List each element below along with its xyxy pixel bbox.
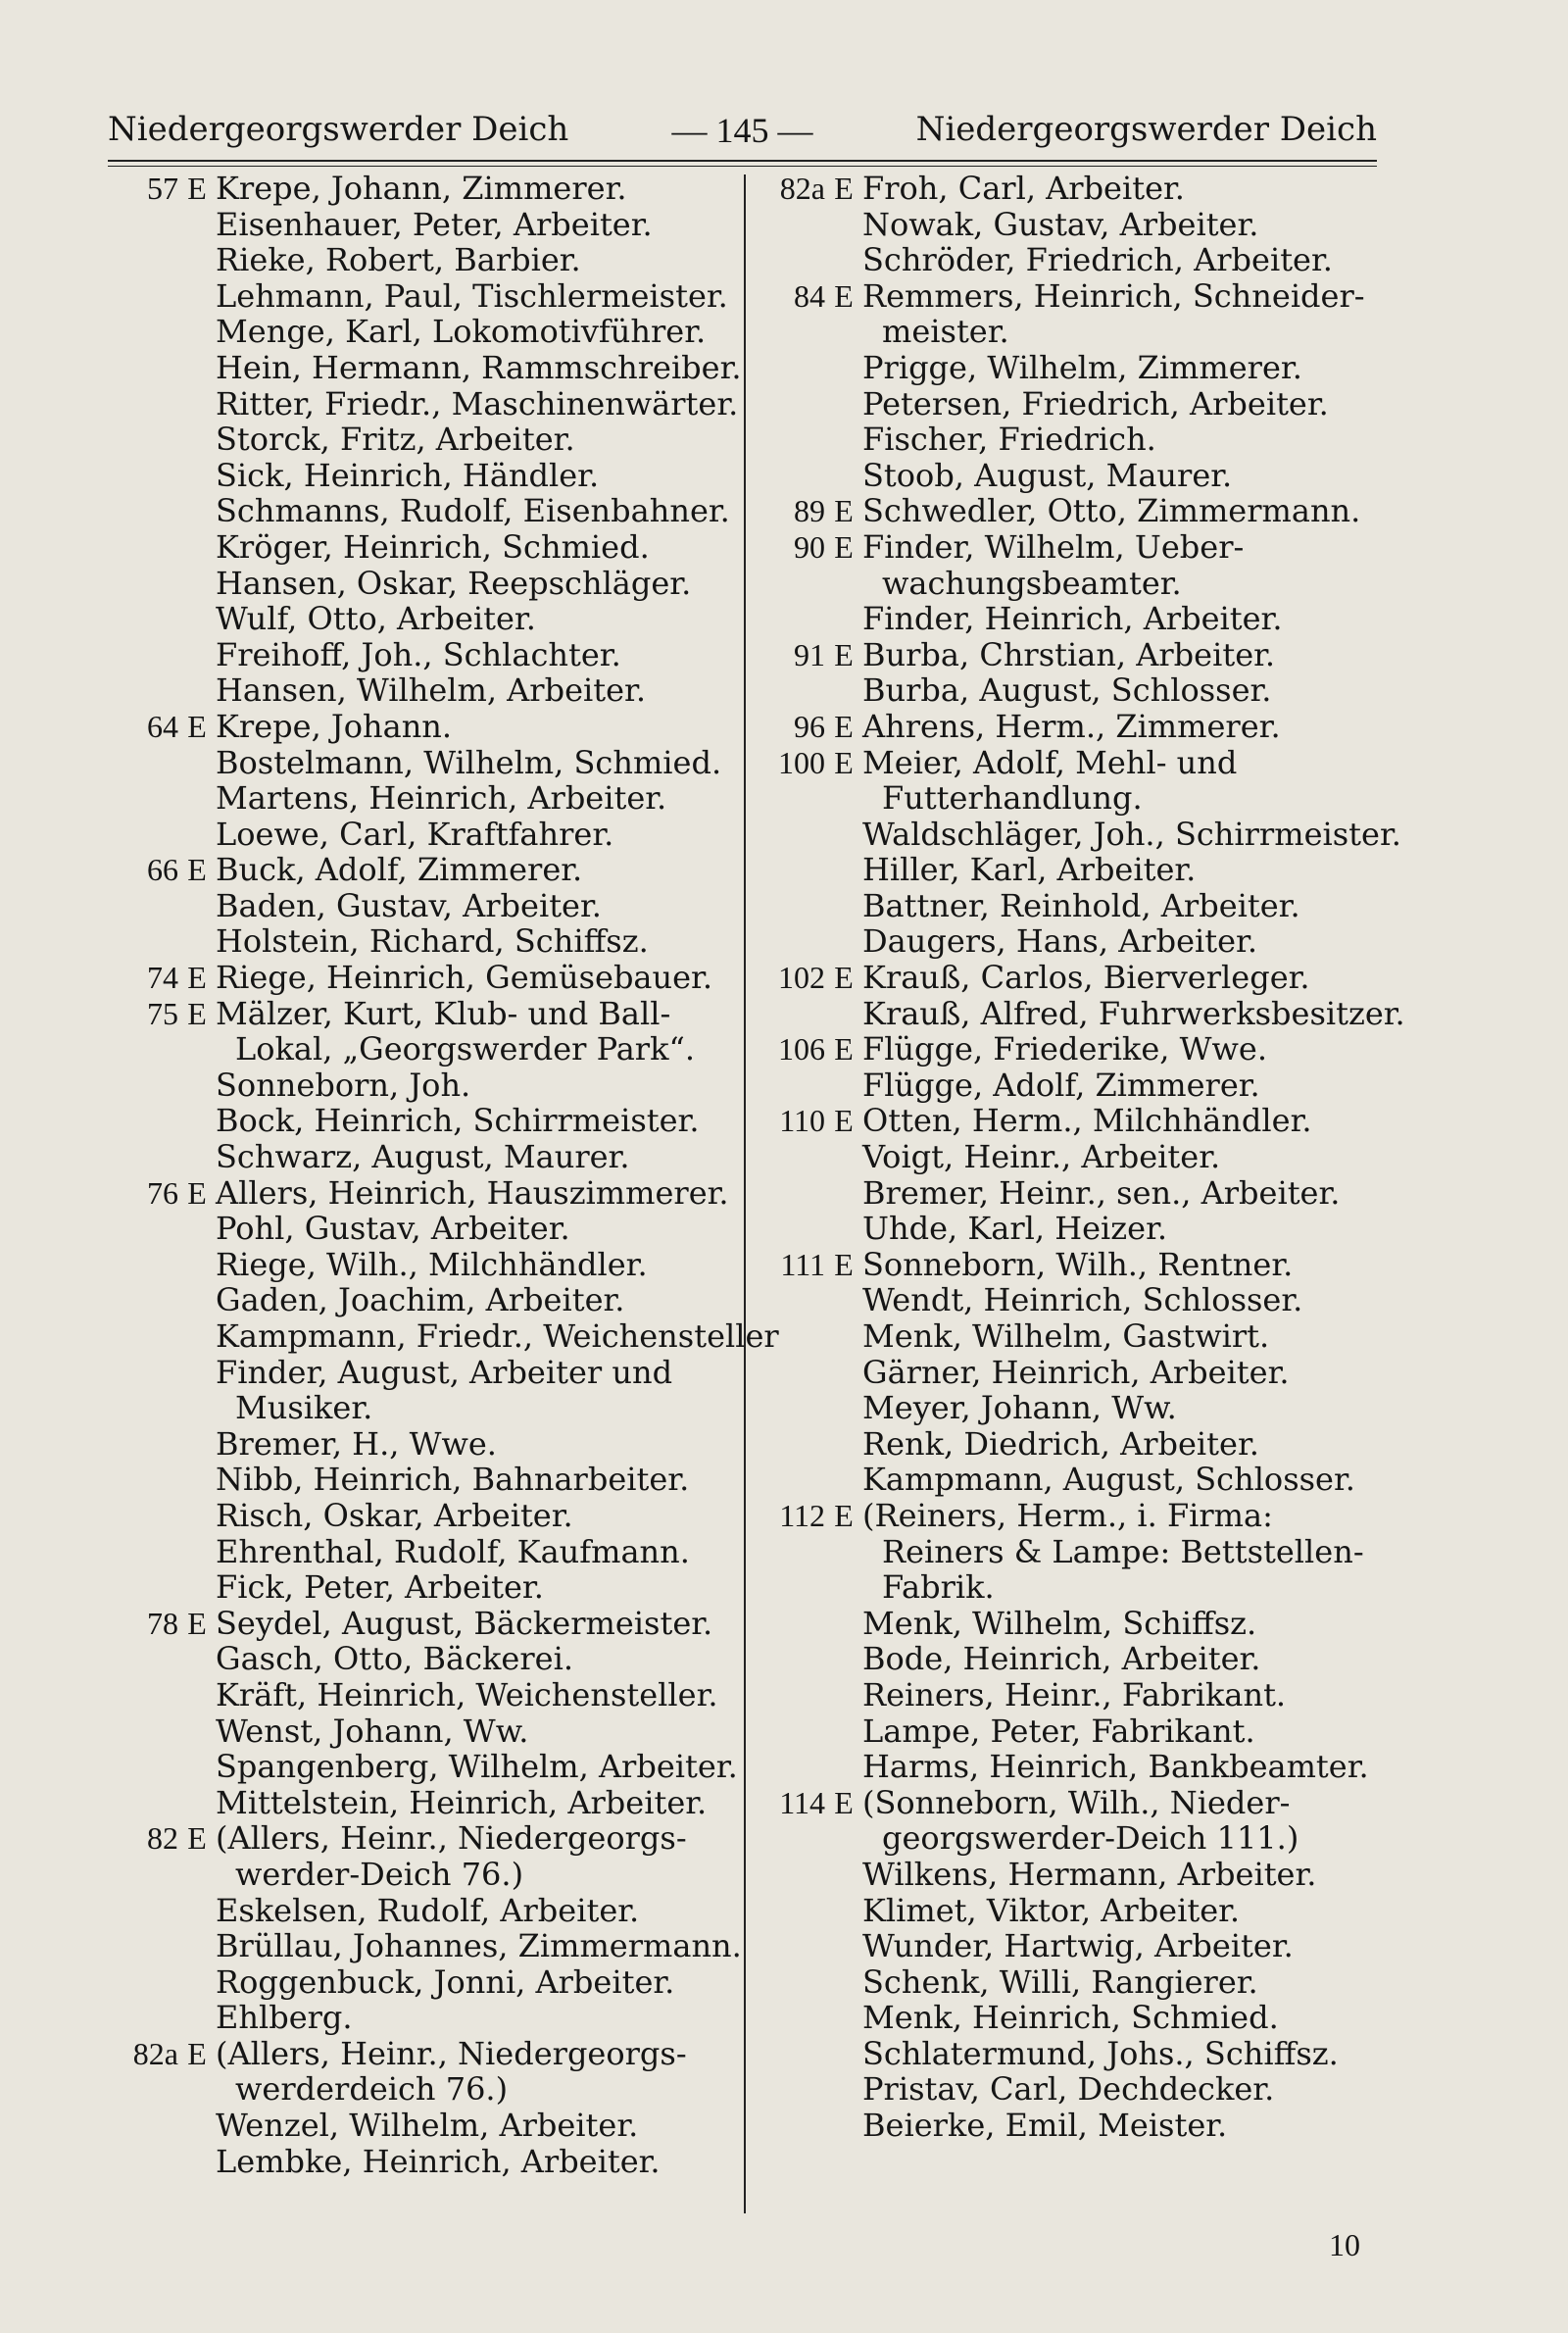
directory-entry xyxy=(118,1606,715,1642)
resident-entry-text: Flügge, Friederike, Wwe. xyxy=(862,1030,1267,1068)
resident-entry-text: Riege, Heinrich, Gemüsebauer. xyxy=(216,959,712,997)
resident-entry-text: Reiners & Lampe: Bettstellen- xyxy=(882,1532,1364,1570)
resident-entry-text: werderdeich 76.) xyxy=(235,2070,509,2109)
owner-mark: E xyxy=(834,528,854,565)
resident-entry-text: Ehlberg. xyxy=(216,1999,353,2037)
directory-entry xyxy=(764,601,1392,637)
resident-entry-text: Schwedler, Otto, Zimmermann. xyxy=(862,492,1361,530)
resident-entry-text: Schröder, Friedrich, Arbeiter. xyxy=(862,241,1333,279)
directory-entry xyxy=(118,1426,715,1463)
directory-entry xyxy=(118,1857,715,1893)
directory-entry xyxy=(118,852,715,888)
resident-entry-text: Remmers, Heinrich, Schneider- xyxy=(862,276,1365,315)
resident-entry-text: Ahrens, Herm., Zimmerer. xyxy=(862,707,1281,745)
directory-entry xyxy=(118,2108,715,2144)
directory-entry xyxy=(764,1820,1392,1857)
resident-entry-text: Eisenhauer, Peter, Arbeiter. xyxy=(216,205,653,243)
directory-entry xyxy=(118,1498,715,1534)
owner-mark: E xyxy=(187,2035,207,2071)
directory-entry xyxy=(764,493,1392,529)
resident-entry-text: Storck, Fritz, Arbeiter. xyxy=(216,421,575,459)
directory-entry xyxy=(764,1677,1392,1713)
house-number: 82a xyxy=(132,2035,178,2071)
resident-entry-text: Risch, Oskar, Arbeiter. xyxy=(216,1496,573,1534)
resident-entry-text: Freihoff, Joh., Schlachter. xyxy=(216,635,621,673)
resident-entry-text: Bremer, H., Wwe. xyxy=(216,1424,497,1463)
resident-entry-text: Sonneborn, Joh. xyxy=(216,1066,471,1104)
owner-mark: E xyxy=(187,852,207,888)
directory-entry xyxy=(764,1893,1392,1929)
directory-entry xyxy=(118,2071,715,2108)
owner-mark: E xyxy=(834,708,854,744)
resident-entry-text: Gaden, Joachim, Arbeiter. xyxy=(216,1281,625,1319)
resident-entry-text: Menk, Heinrich, Schmied. xyxy=(862,1999,1279,2037)
directory-entry xyxy=(118,601,715,637)
resident-entry-text: Bostelmann, Wilhelm, Schmied. xyxy=(216,743,722,781)
directory-entry xyxy=(118,2000,715,2036)
owner-mark: E xyxy=(187,995,207,1031)
house-number: 114 xyxy=(779,1784,825,1820)
resident-entry-text: Daugers, Hans, Arbeiter. xyxy=(862,922,1257,961)
owner-mark: E xyxy=(834,1497,854,1533)
resident-entry-text: Nibb, Heinrich, Bahnarbeiter. xyxy=(216,1461,690,1499)
directory-entry xyxy=(764,1247,1392,1283)
directory-entry xyxy=(118,314,715,350)
house-number: 78 xyxy=(147,1605,178,1641)
resident-entry-text: Finder, August, Arbeiter und xyxy=(216,1353,673,1391)
resident-entry-text: (Allers, Heinr., Niedergeorgs- xyxy=(216,1819,687,1858)
left-column xyxy=(118,170,779,2180)
directory-entry xyxy=(764,1785,1392,1821)
footer-page-number: 10 xyxy=(1329,2227,1360,2262)
directory-entry xyxy=(764,314,1392,350)
directory-entry xyxy=(764,566,1392,602)
resident-entry-text: Battner, Reinhold, Arbeiter. xyxy=(862,886,1300,924)
directory-entry xyxy=(118,1173,729,1212)
resident-entry-text: Uhde, Karl, Heizer. xyxy=(862,1210,1168,1248)
house-number: 90 xyxy=(794,528,825,565)
resident-entry-text: Brüllau, Johannes, Zimmermann. xyxy=(216,1927,742,1965)
directory-entry xyxy=(764,2036,1392,2072)
directory-entry xyxy=(118,1031,715,1067)
resident-entry-text: Renk, Diedrich, Arbeiter. xyxy=(862,1424,1259,1463)
house-number: 66 xyxy=(147,852,178,888)
owner-mark: E xyxy=(187,1174,207,1211)
directory-entry xyxy=(764,1569,1392,1606)
resident-entry-text: Lampe, Peter, Fabrikant. xyxy=(862,1712,1255,1750)
directory-entry xyxy=(764,1139,1392,1175)
directory-entry xyxy=(764,923,1392,960)
directory-entry xyxy=(764,745,1392,781)
header-right-street: Niedergeorgswerder Deich xyxy=(915,110,1377,149)
directory-entry xyxy=(118,1893,715,1929)
resident-entry-text: Burba, Chrstian, Arbeiter. xyxy=(862,635,1276,673)
resident-entry-text: Rieke, Robert, Barbier. xyxy=(216,241,581,279)
resident-entry-text: Roggenbuck, Jonni, Arbeiter. xyxy=(216,1962,675,2001)
resident-entry-text: Flügge, Adolf, Zimmerer. xyxy=(862,1066,1260,1104)
resident-entry-text: Otten, Herm., Milchhändler. xyxy=(862,1102,1312,1140)
resident-entry-text: (Reiners, Herm., i. Firma: xyxy=(862,1496,1273,1534)
directory-entry xyxy=(764,1355,1392,1391)
header-page-number: — 145 — xyxy=(671,111,813,150)
house-number: 82a xyxy=(779,171,825,206)
directory-entry xyxy=(118,1534,715,1570)
directory-entry xyxy=(764,1964,1392,2001)
directory-entry xyxy=(764,1928,1392,1964)
directory-entry xyxy=(764,1641,1392,1677)
house-number: 57 xyxy=(147,171,178,206)
owner-mark: E xyxy=(187,1820,207,1857)
resident-entry-text: Menge, Karl, Lokomotivführer. xyxy=(216,313,707,351)
directory-entry xyxy=(118,709,715,745)
resident-entry-text: Lokal, „Georgswerder Park“. xyxy=(235,1030,696,1068)
directory-entry xyxy=(118,672,715,709)
resident-entry-text: Gärner, Heinrich, Arbeiter. xyxy=(862,1353,1290,1391)
resident-entry-text: Hansen, Wilhelm, Arbeiter. xyxy=(216,671,646,710)
resident-entry-text: Stoob, August, Maurer. xyxy=(862,456,1233,494)
directory-entry xyxy=(764,1426,1392,1463)
resident-entry-text: Hiller, Karl, Arbeiter. xyxy=(862,851,1197,889)
directory-entry xyxy=(764,1390,1392,1426)
resident-entry-text: Froh, Carl, Arbeiter. xyxy=(862,170,1185,207)
directory-entry xyxy=(118,492,730,530)
resident-entry-text: Meyer, Johann, Ww. xyxy=(862,1389,1177,1427)
directory-entry xyxy=(764,1318,1392,1355)
directory-entry xyxy=(118,1641,715,1677)
resident-entry-text: Menk, Wilhelm, Gastwirt. xyxy=(862,1317,1270,1355)
directory-entry xyxy=(118,923,715,960)
directory-entry xyxy=(764,1067,1392,1104)
resident-entry-text: Schenk, Willi, Rangierer. xyxy=(862,1962,1258,2001)
house-number: 111 xyxy=(780,1246,825,1282)
owner-mark: E xyxy=(834,277,854,314)
directory-entry xyxy=(118,1103,715,1139)
owner-mark: E xyxy=(834,960,854,996)
resident-entry-text: Prigge, Wilhelm, Zimmerer. xyxy=(862,348,1302,386)
directory-entry xyxy=(118,888,715,924)
resident-entry-text: Allers, Heinrich, Hauszimmerer. xyxy=(216,1173,729,1212)
directory-entry xyxy=(764,1175,1392,1212)
resident-entry-text: Martens, Heinrich, Arbeiter. xyxy=(216,779,667,818)
house-number: 82 xyxy=(147,1820,178,1857)
directory-entry xyxy=(764,994,1405,1032)
resident-entry-text: Krepe, Johann, Zimmerer. xyxy=(216,170,627,207)
owner-mark: E xyxy=(834,1246,854,1282)
directory-entry xyxy=(118,384,739,422)
directory-entry xyxy=(118,1282,715,1318)
directory-entry xyxy=(118,1067,715,1104)
owner-mark: E xyxy=(834,1031,854,1067)
resident-entry-text: Baden, Gustav, Arbeiter. xyxy=(216,886,602,924)
resident-entry-text: Schwarz, August, Maurer. xyxy=(216,1138,630,1176)
directory-entry xyxy=(118,566,715,602)
directory-entry xyxy=(764,242,1392,278)
resident-entry-text: Pohl, Gustav, Arbeiter. xyxy=(216,1210,570,1248)
resident-entry-text: Bremer, Heinr., sen., Arbeiter. xyxy=(862,1173,1341,1212)
resident-entry-text: Wenst, Johann, Ww. xyxy=(216,1712,529,1750)
directory-entry xyxy=(118,1748,738,1786)
resident-entry-text: wachungsbeamter. xyxy=(882,564,1182,602)
resident-entry-text: Wunder, Hartwig, Arbeiter. xyxy=(862,1927,1294,1965)
resident-entry-text: Wenzel, Wilhelm, Arbeiter. xyxy=(216,2107,639,2145)
resident-entry-text: Futterhandlung. xyxy=(882,779,1143,818)
resident-entry-text: Lembke, Heinrich, Arbeiter. xyxy=(216,2142,661,2180)
directory-entry xyxy=(764,1606,1392,1642)
resident-entry-text: Schlatermund, Johs., Schiffsz. xyxy=(862,2034,1339,2072)
directory-entry xyxy=(118,1569,715,1606)
directory-entry xyxy=(764,1857,1392,1893)
resident-entry-text: Beierke, Emil, Meister. xyxy=(862,2107,1228,2145)
resident-entry-text: Krauß, Alfred, Fuhrwerksbesitzer. xyxy=(862,994,1405,1032)
directory-entry xyxy=(764,1713,1392,1750)
directory-entry xyxy=(764,1462,1392,1498)
directory-entry xyxy=(118,1785,715,1821)
owner-mark: E xyxy=(187,1605,207,1641)
directory-entry xyxy=(764,960,1392,996)
directory-entry xyxy=(764,815,1401,853)
directory-entry xyxy=(764,888,1392,924)
resident-entry-text: Kampmann, Friedr., Weichensteller xyxy=(216,1317,779,1355)
directory-entry xyxy=(764,278,1392,315)
directory-entry xyxy=(118,1927,742,1965)
column-divider xyxy=(744,174,746,2213)
directory-entry xyxy=(118,2036,715,2072)
directory-entry xyxy=(118,960,715,996)
directory-entry xyxy=(118,1820,715,1857)
resident-entry-text: Finder, Heinrich, Arbeiter. xyxy=(862,600,1283,638)
resident-entry-text: Burba, August, Schlosser. xyxy=(862,671,1272,710)
resident-entry-text: Reiners, Heinr., Fabrikant. xyxy=(862,1675,1287,1713)
directory-entry xyxy=(764,171,1392,207)
resident-entry-text: Hansen, Oskar, Reepschläger. xyxy=(216,564,692,602)
resident-entry-text: Petersen, Friedrich, Arbeiter. xyxy=(862,384,1329,422)
directory-entry xyxy=(118,2144,715,2180)
directory-entry xyxy=(764,422,1392,458)
house-number: 75 xyxy=(147,995,178,1031)
directory-entry xyxy=(764,529,1392,566)
resident-entry-text: Buck, Adolf, Zimmerer. xyxy=(216,851,583,889)
directory-entry xyxy=(118,529,715,566)
resident-entry-text: Bode, Heinrich, Arbeiter. xyxy=(862,1640,1261,1678)
directory-entry xyxy=(118,817,715,853)
directory-entry xyxy=(764,709,1392,745)
house-number: 89 xyxy=(794,493,825,529)
resident-entry-text: Riege, Wilh., Milchhändler. xyxy=(216,1245,648,1283)
directory-entry xyxy=(118,207,715,243)
directory-entry xyxy=(764,1534,1392,1570)
directory-entry xyxy=(118,171,715,207)
resident-entry-text: Loewe, Carl, Kraftfahrer. xyxy=(216,815,614,853)
directory-entry xyxy=(118,1390,715,1426)
directory-entry xyxy=(118,637,715,673)
resident-entry-text: (Allers, Heinr., Niedergeorgs- xyxy=(216,2034,687,2072)
resident-entry-text: Harms, Heinrich, Bankbeamter. xyxy=(862,1748,1369,1786)
house-number: 64 xyxy=(147,708,178,744)
directory-entry xyxy=(118,348,742,386)
resident-entry-text: Mälzer, Kurt, Klub- und Ball- xyxy=(216,994,671,1032)
resident-entry-text: Wendt, Heinrich, Schlosser. xyxy=(862,1281,1303,1319)
house-number: 84 xyxy=(794,277,825,314)
resident-entry-text: Kampmann, August, Schlosser. xyxy=(862,1461,1355,1499)
resident-entry-text: Klimet, Viktor, Arbeiter. xyxy=(862,1891,1241,1929)
resident-entry-text: Bock, Heinrich, Schirrmeister. xyxy=(216,1102,700,1140)
owner-mark: E xyxy=(834,1103,854,1139)
header-rule xyxy=(108,160,1377,162)
resident-entry-text: Menk, Wilhelm, Schiffsz. xyxy=(862,1604,1257,1642)
owner-mark: E xyxy=(834,744,854,780)
directory-entry xyxy=(764,458,1392,494)
directory-entry xyxy=(118,1139,715,1175)
directory-entry xyxy=(764,780,1392,817)
directory-entry xyxy=(118,1317,779,1355)
resident-entry-text: Nowak, Gustav, Arbeiter. xyxy=(862,205,1259,243)
resident-entry-text: Kräft, Heinrich, Weichensteller. xyxy=(216,1675,718,1713)
owner-mark: E xyxy=(834,171,854,206)
resident-entry-text: Sick, Heinrich, Händler. xyxy=(216,456,600,494)
directory-entry xyxy=(764,1498,1392,1534)
resident-entry-text: Wulf, Otto, Arbeiter. xyxy=(216,600,536,638)
directory-entry xyxy=(118,1247,715,1283)
house-number: 102 xyxy=(778,960,825,996)
resident-entry-text: Eskelsen, Rudolf, Arbeiter. xyxy=(216,1891,640,1929)
owner-mark: E xyxy=(187,960,207,996)
house-number: 91 xyxy=(794,636,825,672)
resident-entry-text: Musiker. xyxy=(235,1389,373,1427)
directory-entry xyxy=(764,1211,1392,1247)
resident-entry-text: Krauß, Carlos, Bierverleger. xyxy=(862,959,1310,997)
resident-entry-text: Kröger, Heinrich, Schmied. xyxy=(216,527,650,566)
directory-entry xyxy=(118,1462,715,1498)
directory-entry xyxy=(764,1031,1392,1067)
resident-entry-text: Waldschläger, Joh., Schirrmeister. xyxy=(862,815,1401,853)
directory-entry xyxy=(118,1713,715,1750)
resident-entry-text: Gasch, Otto, Bäckerei. xyxy=(216,1640,573,1678)
directory-entry xyxy=(118,996,715,1032)
resident-entry-text: (Sonneborn, Wilh., Nieder- xyxy=(862,1783,1291,1821)
house-number: 74 xyxy=(147,960,178,996)
directory-entry xyxy=(764,1103,1392,1139)
resident-entry-text: georgswerder-Deich 111.) xyxy=(882,1819,1299,1858)
right-column xyxy=(764,170,1405,2145)
resident-entry-text: Finder, Wilhelm, Ueber- xyxy=(862,527,1245,566)
resident-entry-text: Sonneborn, Wilh., Rentner. xyxy=(862,1245,1294,1283)
directory-entry xyxy=(764,207,1392,243)
house-number: 110 xyxy=(779,1103,825,1139)
resident-entry-text: werder-Deich 76.) xyxy=(235,1855,524,1893)
owner-mark: E xyxy=(834,1784,854,1820)
resident-entry-text: Ritter, Friedr., Maschinenwärter. xyxy=(216,384,739,422)
directory-entry xyxy=(118,1675,718,1713)
directory-entry xyxy=(764,2108,1392,2144)
directory-entry xyxy=(118,242,715,278)
resident-entry-text: Krepe, Johann. xyxy=(216,707,453,745)
resident-entry-text: Mittelstein, Heinrich, Arbeiter. xyxy=(216,1783,708,1821)
directory-entry xyxy=(118,422,715,458)
header-left-street: Niedergeorgswerder Deich xyxy=(108,110,569,149)
directory-entry xyxy=(764,2000,1392,2036)
owner-mark: E xyxy=(834,493,854,529)
resident-entry-text: Meier, Adolf, Mehl- und xyxy=(862,743,1238,781)
owner-mark: E xyxy=(187,708,207,744)
resident-entry-text: Seydel, August, Bäckermeister. xyxy=(216,1604,713,1642)
house-number: 106 xyxy=(778,1031,825,1067)
directory-entry xyxy=(764,350,1392,386)
resident-entry-text: Pristav, Carl, Dechdecker. xyxy=(862,2070,1275,2109)
directory-entry xyxy=(764,672,1392,709)
directory-entry xyxy=(118,458,715,494)
resident-entry-text: Fischer, Friedrich. xyxy=(862,421,1156,459)
directory-entry xyxy=(118,780,715,817)
directory-entry xyxy=(764,852,1392,888)
directory-entry xyxy=(118,1355,715,1391)
house-number: 96 xyxy=(794,708,825,744)
resident-entry-text: meister. xyxy=(882,313,1009,351)
directory-entry xyxy=(118,276,728,315)
resident-entry-text: Voigt, Heinr., Arbeiter. xyxy=(862,1138,1221,1176)
resident-entry-text: Wilkens, Hermann, Arbeiter. xyxy=(862,1855,1317,1893)
directory-entry xyxy=(764,2071,1392,2108)
directory-entry xyxy=(118,1211,715,1247)
resident-entry-text: Fick, Peter, Arbeiter. xyxy=(216,1568,544,1607)
running-header xyxy=(108,110,1377,153)
house-number: 100 xyxy=(778,744,825,780)
header-rule-thin xyxy=(108,166,1377,167)
resident-entry-text: Fabrik. xyxy=(882,1568,995,1607)
resident-entry-text: Spangenberg, Wilhelm, Arbeiter. xyxy=(216,1748,738,1786)
directory-entry xyxy=(764,637,1392,673)
directory-entry xyxy=(764,386,1392,422)
directory-entry xyxy=(118,743,722,781)
resident-entry-text: Hein, Hermann, Rammschreiber. xyxy=(216,348,742,386)
resident-entry-text: Holstein, Richard, Schiffsz. xyxy=(216,922,649,961)
resident-entry-text: Lehmann, Paul, Tischlermeister. xyxy=(216,276,728,315)
directory-entry xyxy=(764,1282,1392,1318)
owner-mark: E xyxy=(187,171,207,206)
directory-entry xyxy=(764,1749,1392,1785)
directory-entry xyxy=(118,1964,715,2001)
house-number: 76 xyxy=(147,1174,178,1211)
house-number: 112 xyxy=(779,1497,825,1533)
owner-mark: E xyxy=(834,636,854,672)
resident-entry-text: Schmanns, Rudolf, Eisenbahner. xyxy=(216,492,730,530)
resident-entry-text: Ehrenthal, Rudolf, Kaufmann. xyxy=(216,1532,690,1570)
